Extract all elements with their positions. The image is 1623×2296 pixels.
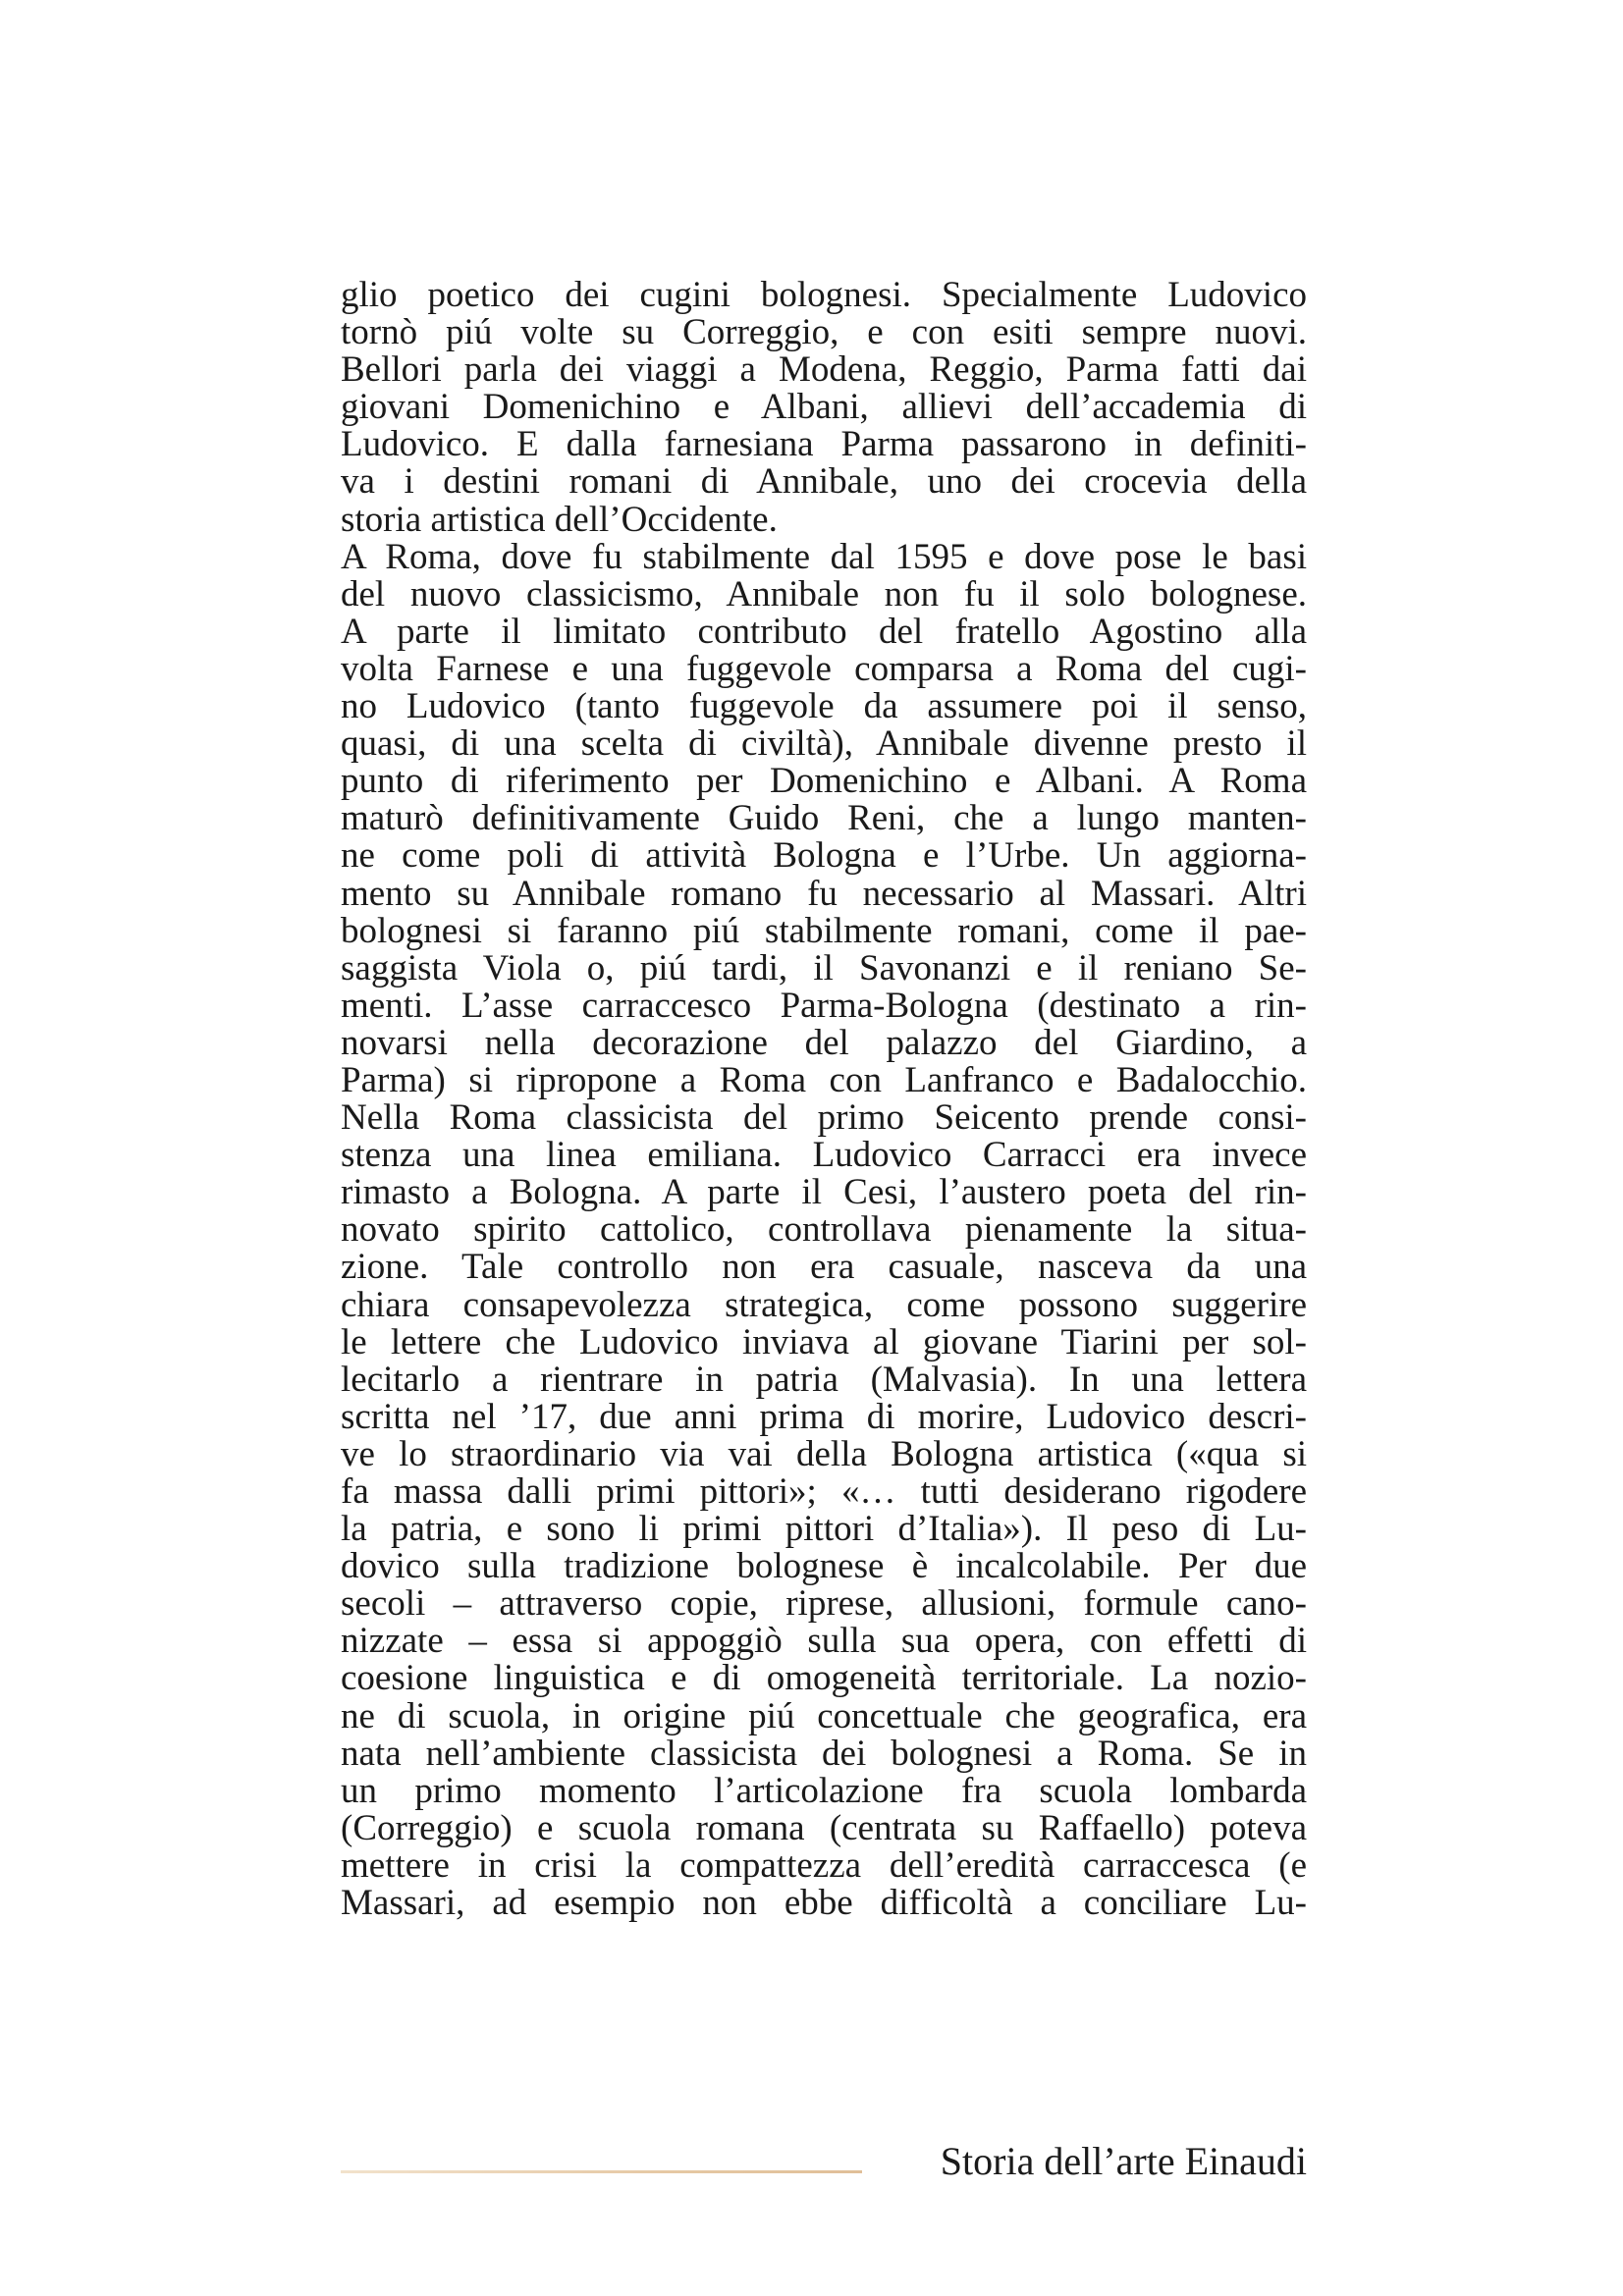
text-line: mettere in crisi la compattezza dell’eredità carraccesca (e — [341, 1844, 1307, 1886]
text-line: tornò piú volte su Correggio, e con esiti sempre nuovi. — [341, 312, 1307, 353]
text-line: lecitarlo a rientrare in patria (Malvasia). In una lettera — [341, 1359, 1307, 1400]
text-line: coesione linguistica e di omogeneità territoriale. La nozio- — [341, 1658, 1307, 1699]
text-line: A parte il limitato contributo del fratello Agostino alla — [341, 611, 1307, 652]
text-line: nizzate – essa si appoggiò sulla sua opera, con effetti di — [341, 1621, 1307, 1662]
text-line: Massari, ad esempio non ebbe difficoltà a conciliare Lu- — [341, 1883, 1307, 1924]
text-line: Bellori parla dei viaggi a Modena, Reggio, Parma fatti dai — [341, 349, 1307, 391]
text-line: no Ludovico (tanto fuggevole da assumere poi il senso, — [341, 686, 1307, 727]
text-line: Nella Roma classicista del primo Seicento prende consi- — [341, 1097, 1307, 1139]
text-line: quasi, di una scelta di civiltà), Annibale divenne presto il — [341, 723, 1307, 765]
text-line: A Roma, dove fu stabilmente dal 1595 e dove pose le basi — [341, 536, 1307, 577]
text-line: storia artistica dell’Occidente. — [341, 499, 778, 540]
text-line: nata nell’ambiente classicista dei bolognesi a Roma. Se in — [341, 1733, 1307, 1774]
text-line: dovico sulla tradizione bolognese è incalcolabile. Per due — [341, 1546, 1307, 1587]
text-line: glio poetico dei cugini bolognesi. Specialmente Ludovico — [341, 275, 1307, 315]
text-line: ne come poli di attività Bologna e l’Urbe. Un aggiorna- — [341, 835, 1307, 877]
text-line: volta Farnese e una fuggevole comparsa a Roma del cugi- — [341, 648, 1307, 689]
text-line: novarsi nella decorazione del palazzo del Giardino, a — [341, 1022, 1307, 1063]
text-line: Parma) si ripropone a Roma con Lanfranco e Badalocchio. — [341, 1059, 1307, 1100]
page-footer — [341, 2130, 1307, 2189]
text-line: ne di scuola, in origine piú concettuale che geografica, era — [341, 1695, 1307, 1736]
text-line: ve lo straordinario via vai della Bologna artistica («qua si — [341, 1433, 1307, 1474]
body-text — [341, 277, 1307, 1922]
text-line: saggista Viola o, piú tardi, il Savonanzi e il reniano Se- — [341, 947, 1307, 988]
text-line: stenza una linea emiliana. Ludovico Carracci era invece — [341, 1135, 1307, 1176]
text-line: chiara consapevolezza strategica, come possono suggerire — [341, 1284, 1307, 1325]
text-line: (Correggio) e scuola romana (centrata su Raffaello) poteva — [341, 1807, 1307, 1848]
text-line: rimasto a Bologna. A parte il Cesi, l’austero poeta del rin- — [341, 1172, 1307, 1213]
text-line: Ludovico. E dalla farnesiana Parma passarono in definiti- — [341, 424, 1307, 465]
footer-rule — [341, 2170, 862, 2173]
text-line: punto di riferimento per Domenichino e Albani. A Roma — [341, 761, 1307, 802]
text-line: va i destini romani di Annibale, uno dei crocevia della — [341, 461, 1307, 503]
text-line: secoli – attraverso copie, riprese, allusioni, formule cano- — [341, 1583, 1307, 1625]
text-line: la patria, e sono li primi pittori d’Italia»). Il peso di Lu- — [341, 1509, 1307, 1550]
text-line: mento su Annibale romano fu necessario al Massari. Altri — [341, 873, 1307, 914]
text-line: un primo momento l’articolazione fra scuola lombarda — [341, 1770, 1307, 1811]
text-line: giovani Domenichino e Albani, allievi dell’accademia di — [341, 387, 1307, 428]
text-line: menti. L’asse carraccesco Parma-Bologna (destinato a rin- — [341, 985, 1307, 1026]
text-line: le lettere che Ludovico inviava al giovane Tiarini per sol- — [341, 1321, 1307, 1362]
text-line: maturò definitivamente Guido Reni, che a lungo manten- — [341, 798, 1307, 839]
text-line: bolognesi si faranno piú stabilmente romani, come il pae- — [341, 910, 1307, 951]
text-line: fa massa dalli primi pittori»; «… tutti desiderano rigodere — [341, 1471, 1307, 1512]
text-line: novato spirito cattolico, controllava pienamente la situa- — [341, 1209, 1307, 1251]
text-line: del nuovo classicismo, Annibale non fu il solo bolognese. — [341, 573, 1307, 614]
text-line: zione. Tale controllo non era casuale, nasceva da una — [341, 1247, 1307, 1288]
footer-title: Storia dell’arte Einaudi — [940, 2139, 1307, 2183]
text-line: scritta nel ’17, due anni prima di morire, Ludovico descri- — [341, 1396, 1307, 1437]
